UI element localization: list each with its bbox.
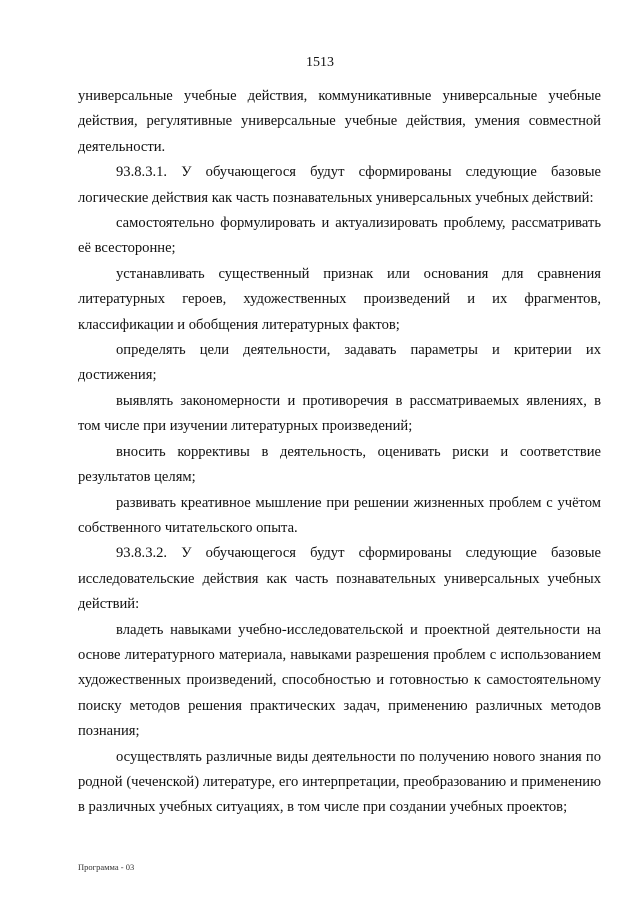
paragraph: вносить коррективы в деятельность, оценивать риски и соответствие результатов целям; [78,443,601,486]
paragraph: осуществлять различные виды деятельности по получению нового знания по родной (чеченской) литературе, его интерпретации, преобразованию и применению в различных учебных ситуациях, в том числе при создании учебных проектов; [78,748,601,816]
document-body [78,84,601,821]
paragraph: 93.8.3.2. У обучающегося будут сформированы следующие базовые исследовательские действия как часть познавательных универсальных учебных действий: [78,545,601,613]
paragraph: развивать креативное мышление при решении жизненных проблем с учётом собственного читательского опыта. [78,494,601,536]
paragraph: владеть навыками учебно-исследовательской и проектной деятельности на основе литературного материала, навыками разрешения проблем с использованием художественных произведений, способностью и готовностью к самостоятельному поиску методов решения практических задач, применению различных методов познания; [78,621,601,740]
paragraph: устанавливать существенный признак или основания для сравнения литературных героев, художественных произведений и их фрагментов, классификации и обобщения литературных фактов; [78,265,601,333]
page-number: 1513 [306,55,334,70]
paragraph: выявлять закономерности и противоречия в рассматриваемых явлениях, в том числе при изучении литературных произведений; [78,392,601,435]
footer-note: Программа - 03 [78,862,135,872]
paragraph: определять цели деятельности, задавать параметры и критерии их достижения; [78,342,601,384]
paragraph: универсальные учебные действия, коммуникативные универсальные учебные действия, регулятивные универсальные учебные действия, умения совместной деятельности. [78,88,601,155]
paragraph: 93.8.3.1. У обучающегося будут сформированы следующие базовые логические действия как часть познавательных универсальных учебных действий: [78,164,601,206]
paragraph: самостоятельно формулировать и актуализировать проблему, рассматривать её всесторонне; [78,215,601,257]
